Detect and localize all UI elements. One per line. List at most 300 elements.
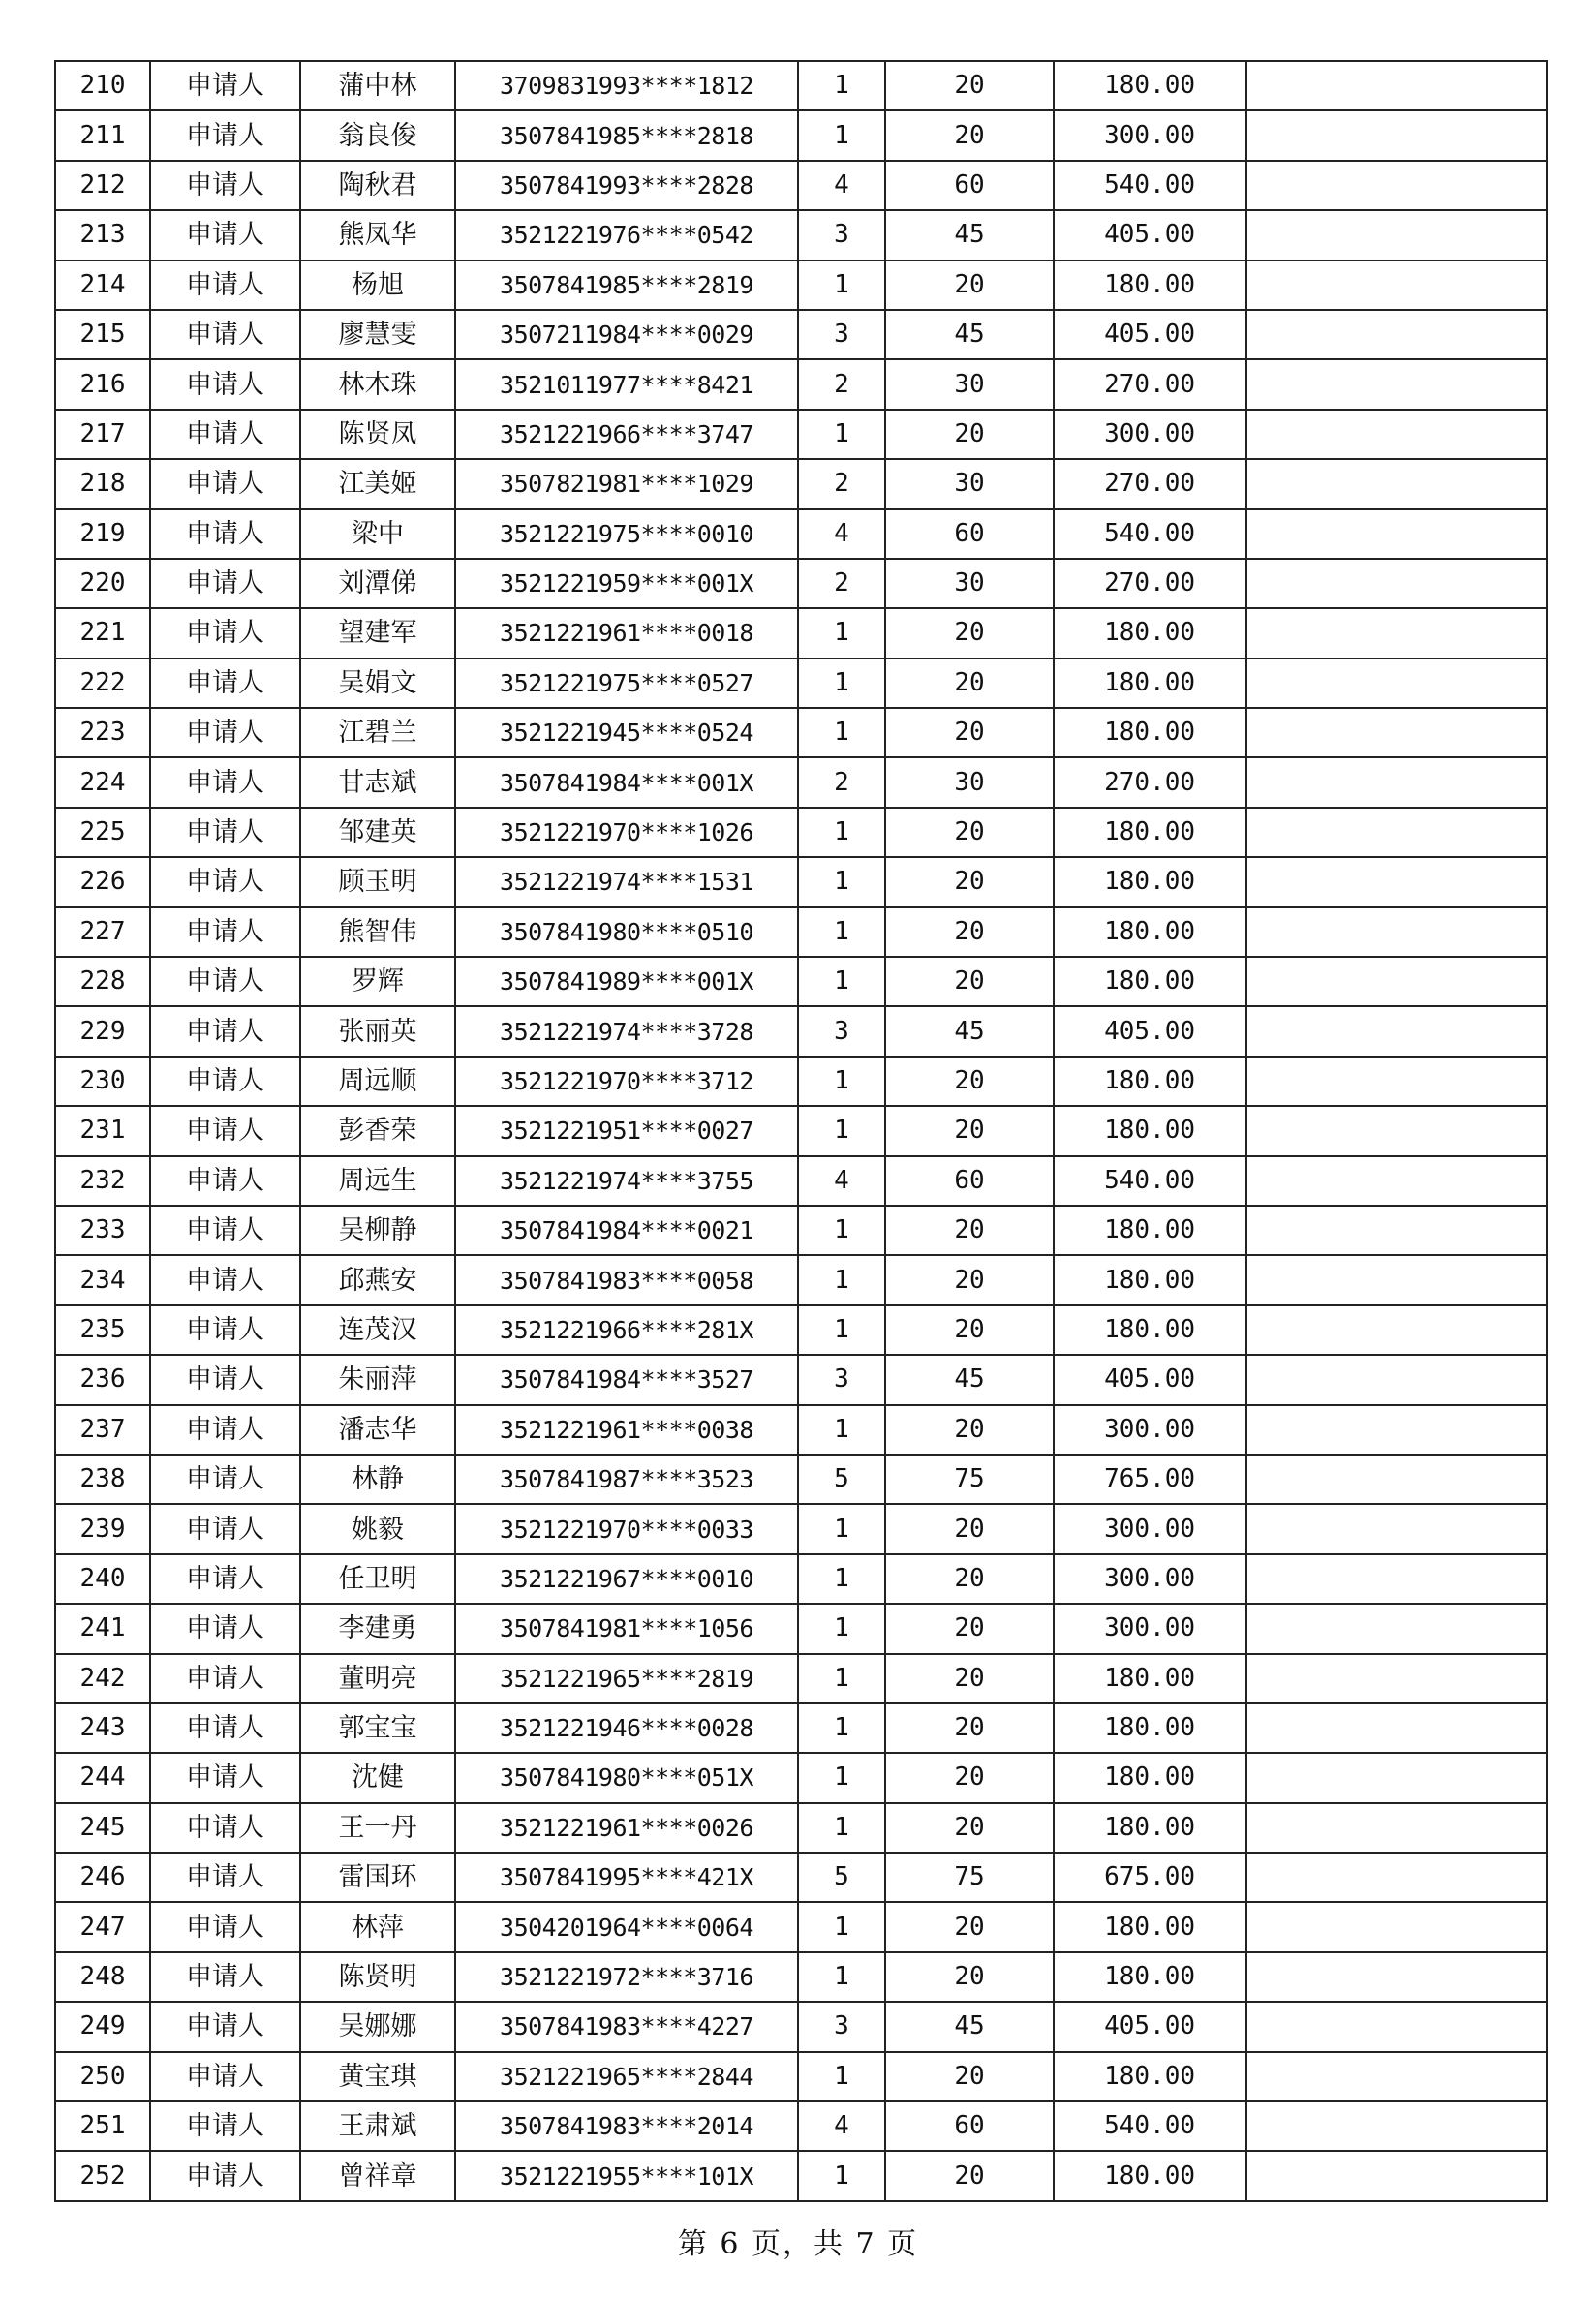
quantity-cell: 20 [885, 659, 1054, 708]
amount-cell: 405.00 [1054, 1355, 1246, 1404]
applicant-name-cell: 刘潭俤 [300, 559, 455, 608]
id-number-cell: 3521221972****3716 [455, 1952, 798, 2002]
table-row [55, 1703, 1547, 1753]
applicant-name-cell: 邹建英 [300, 808, 455, 857]
remark-cell [1246, 708, 1547, 757]
row-number-cell: 223 [55, 708, 150, 757]
quantity-cell: 20 [885, 1803, 1054, 1853]
household-count-cell: 3 [798, 1355, 885, 1404]
applicant-name-cell: 陈贤明 [300, 1952, 455, 2002]
amount-cell: 540.00 [1054, 161, 1246, 210]
applicant-role-cell: 申请人 [150, 1455, 300, 1504]
applicant-name-cell: 任卫明 [300, 1554, 455, 1604]
table-row [55, 857, 1547, 906]
applicant-role-cell: 申请人 [150, 757, 300, 807]
quantity-cell: 60 [885, 509, 1054, 559]
remark-cell [1246, 210, 1547, 260]
household-count-cell: 1 [798, 1057, 885, 1106]
table-row [55, 1902, 1547, 1951]
table-row [55, 310, 1547, 359]
remark-cell [1246, 2052, 1547, 2101]
household-count-cell: 2 [798, 359, 885, 409]
amount-cell: 180.00 [1054, 1057, 1246, 1106]
remark-cell [1246, 1106, 1547, 1155]
applicant-role-cell: 申请人 [150, 2151, 300, 2200]
table-row [55, 210, 1547, 260]
quantity-cell: 45 [885, 1006, 1054, 1056]
amount-cell: 180.00 [1054, 61, 1246, 110]
quantity-cell: 45 [885, 210, 1054, 260]
id-number-cell: 3507841983****2014 [455, 2101, 798, 2151]
applicant-name-cell: 陈贤凤 [300, 410, 455, 459]
applicant-role-cell: 申请人 [150, 1604, 300, 1653]
row-number-cell: 251 [55, 2101, 150, 2151]
table-row [55, 2101, 1547, 2151]
id-number-cell: 3507841985****2819 [455, 261, 798, 310]
remark-cell [1246, 957, 1547, 1006]
table-row [55, 708, 1547, 757]
id-number-cell: 3521221946****0028 [455, 1703, 798, 1753]
id-number-cell: 3504201964****0064 [455, 1902, 798, 1951]
quantity-cell: 20 [885, 261, 1054, 310]
id-number-cell: 3521221966****3747 [455, 410, 798, 459]
remark-cell [1246, 410, 1547, 459]
id-number-cell: 3521221974****3755 [455, 1156, 798, 1206]
id-number-cell: 3521221965****2844 [455, 2052, 798, 2101]
id-number-cell: 3507841983****0058 [455, 1255, 798, 1304]
quantity-cell: 20 [885, 857, 1054, 906]
amount-cell: 300.00 [1054, 1504, 1246, 1553]
id-number-cell: 3521221970****3712 [455, 1057, 798, 1106]
applicant-name-cell: 吴娟文 [300, 659, 455, 708]
household-count-cell: 1 [798, 1902, 885, 1951]
id-number-cell: 3507841985****2818 [455, 110, 798, 160]
household-count-cell: 3 [798, 310, 885, 359]
applicant-role-cell: 申请人 [150, 659, 300, 708]
amount-cell: 300.00 [1054, 110, 1246, 160]
household-count-cell: 1 [798, 110, 885, 160]
row-number-cell: 215 [55, 310, 150, 359]
id-number-cell: 3507841980****0510 [455, 907, 798, 957]
id-number-cell: 3521221966****281X [455, 1305, 798, 1355]
table-row [55, 1405, 1547, 1455]
amount-cell: 180.00 [1054, 659, 1246, 708]
table-row [55, 757, 1547, 807]
household-count-cell: 1 [798, 957, 885, 1006]
applicant-role-cell: 申请人 [150, 1504, 300, 1553]
applicant-role-cell: 申请人 [150, 1106, 300, 1155]
amount-cell: 270.00 [1054, 359, 1246, 409]
quantity-cell: 20 [885, 2052, 1054, 2101]
household-count-cell: 1 [798, 410, 885, 459]
remark-cell [1246, 659, 1547, 708]
quantity-cell: 20 [885, 1057, 1054, 1106]
quantity-cell: 20 [885, 2151, 1054, 2200]
row-number-cell: 250 [55, 2052, 150, 2101]
amount-cell: 180.00 [1054, 2151, 1246, 2200]
household-count-cell: 1 [798, 1554, 885, 1604]
row-number-cell: 211 [55, 110, 150, 160]
remark-cell [1246, 2151, 1547, 2200]
table-row [55, 1355, 1547, 1404]
id-number-cell: 3507821981****1029 [455, 459, 798, 508]
household-count-cell: 1 [798, 1952, 885, 2002]
amount-cell: 180.00 [1054, 1106, 1246, 1155]
household-count-cell: 3 [798, 1006, 885, 1056]
applicant-name-cell: 潘志华 [300, 1405, 455, 1455]
applicant-name-cell: 郭宝宝 [300, 1703, 455, 1753]
row-number-cell: 212 [55, 161, 150, 210]
applicant-role-cell: 申请人 [150, 359, 300, 409]
amount-cell: 180.00 [1054, 808, 1246, 857]
table-row [55, 1952, 1547, 2002]
household-count-cell: 1 [798, 1305, 885, 1355]
applicant-role-cell: 申请人 [150, 509, 300, 559]
household-count-cell: 1 [798, 808, 885, 857]
id-number-cell: 3507841984****0021 [455, 1206, 798, 1255]
table-row [55, 1455, 1547, 1504]
applicant-role-cell: 申请人 [150, 61, 300, 110]
row-number-cell: 214 [55, 261, 150, 310]
applicant-role-cell: 申请人 [150, 2002, 300, 2051]
table-row [55, 2002, 1547, 2051]
household-count-cell: 1 [798, 1604, 885, 1653]
quantity-cell: 20 [885, 808, 1054, 857]
remark-cell [1246, 1853, 1547, 1902]
row-number-cell: 225 [55, 808, 150, 857]
quantity-cell: 75 [885, 1455, 1054, 1504]
table-row [55, 1803, 1547, 1853]
quantity-cell: 75 [885, 1853, 1054, 1902]
applicant-role-cell: 申请人 [150, 161, 300, 210]
remark-cell [1246, 559, 1547, 608]
table-row [55, 1554, 1547, 1604]
applicant-role-cell: 申请人 [150, 1952, 300, 2002]
row-number-cell: 243 [55, 1703, 150, 1753]
id-number-cell: 3521221945****0524 [455, 708, 798, 757]
id-number-cell: 3507841984****3527 [455, 1355, 798, 1404]
id-number-cell: 3521221970****0033 [455, 1504, 798, 1553]
applicant-role-cell: 申请人 [150, 459, 300, 508]
table-row [55, 2052, 1547, 2101]
id-number-cell: 3507841980****051X [455, 1753, 798, 1802]
row-number-cell: 247 [55, 1902, 150, 1951]
applicant-role-cell: 申请人 [150, 1753, 300, 1802]
applicant-name-cell: 廖慧雯 [300, 310, 455, 359]
quantity-cell: 60 [885, 2101, 1054, 2151]
amount-cell: 180.00 [1054, 857, 1246, 906]
quantity-cell: 20 [885, 1305, 1054, 1355]
table-row [55, 359, 1547, 409]
quantity-cell: 30 [885, 359, 1054, 409]
row-number-cell: 210 [55, 61, 150, 110]
amount-cell: 180.00 [1054, 261, 1246, 310]
row-number-cell: 252 [55, 2151, 150, 2200]
applicant-name-cell: 邱燕安 [300, 1255, 455, 1304]
table-row [55, 509, 1547, 559]
row-number-cell: 230 [55, 1057, 150, 1106]
applicant-name-cell: 杨旭 [300, 261, 455, 310]
id-number-cell: 3521221959****001X [455, 559, 798, 608]
amount-cell: 180.00 [1054, 1952, 1246, 2002]
quantity-cell: 45 [885, 1355, 1054, 1404]
household-count-cell: 2 [798, 757, 885, 807]
amount-cell: 180.00 [1054, 957, 1246, 1006]
row-number-cell: 217 [55, 410, 150, 459]
table-row [55, 1305, 1547, 1355]
applicant-name-cell: 江美姬 [300, 459, 455, 508]
table-row [55, 1853, 1547, 1902]
remark-cell [1246, 61, 1547, 110]
table-row [55, 907, 1547, 957]
quantity-cell: 45 [885, 310, 1054, 359]
row-number-cell: 231 [55, 1106, 150, 1155]
household-count-cell: 1 [798, 1106, 885, 1155]
household-count-cell: 3 [798, 210, 885, 260]
remark-cell [1246, 1006, 1547, 1056]
applicant-role-cell: 申请人 [150, 1006, 300, 1056]
remark-cell [1246, 1206, 1547, 1255]
row-number-cell: 220 [55, 559, 150, 608]
household-count-cell: 5 [798, 1455, 885, 1504]
table-row [55, 1006, 1547, 1056]
applicant-role-cell: 申请人 [150, 1255, 300, 1304]
applicant-role-cell: 申请人 [150, 1057, 300, 1106]
household-count-cell: 1 [798, 708, 885, 757]
quantity-cell: 20 [885, 1206, 1054, 1255]
table-row [55, 1753, 1547, 1802]
applicant-role-cell: 申请人 [150, 110, 300, 160]
applicant-name-cell: 林静 [300, 1455, 455, 1504]
table-row [55, 559, 1547, 608]
household-count-cell: 1 [798, 1703, 885, 1753]
id-number-cell: 3521221961****0026 [455, 1803, 798, 1853]
applicant-role-cell: 申请人 [150, 857, 300, 906]
applicant-name-cell: 熊智伟 [300, 907, 455, 957]
amount-cell: 300.00 [1054, 1554, 1246, 1604]
household-count-cell: 1 [798, 2151, 885, 2200]
remark-cell [1246, 2002, 1547, 2051]
applicant-role-cell: 申请人 [150, 1853, 300, 1902]
remark-cell [1246, 2101, 1547, 2151]
row-number-cell: 239 [55, 1504, 150, 1553]
household-count-cell: 2 [798, 459, 885, 508]
household-count-cell: 2 [798, 559, 885, 608]
applicant-role-cell: 申请人 [150, 1156, 300, 1206]
page-number-text: 第 6 页，共 7 页 [677, 2227, 919, 2261]
amount-cell: 540.00 [1054, 2101, 1246, 2151]
applicant-role-cell: 申请人 [150, 907, 300, 957]
household-count-cell: 1 [798, 1255, 885, 1304]
id-number-cell: 3521011977****8421 [455, 359, 798, 409]
remark-cell [1246, 1803, 1547, 1853]
id-number-cell: 3521221976****0542 [455, 210, 798, 260]
remark-cell [1246, 808, 1547, 857]
applicant-name-cell: 吴娜娜 [300, 2002, 455, 2051]
applicant-name-cell: 沈健 [300, 1753, 455, 1802]
quantity-cell: 60 [885, 161, 1054, 210]
household-count-cell: 1 [798, 1803, 885, 1853]
amount-cell: 180.00 [1054, 1305, 1246, 1355]
amount-cell: 405.00 [1054, 310, 1246, 359]
amount-cell: 180.00 [1054, 907, 1246, 957]
applicant-name-cell: 雷国环 [300, 1853, 455, 1902]
amount-cell: 180.00 [1054, 1703, 1246, 1753]
remark-cell [1246, 907, 1547, 957]
row-number-cell: 213 [55, 210, 150, 260]
applicant-role-cell: 申请人 [150, 559, 300, 608]
household-count-cell: 1 [798, 1654, 885, 1703]
household-count-cell: 1 [798, 1206, 885, 1255]
quantity-cell: 30 [885, 559, 1054, 608]
table-row [55, 110, 1547, 160]
applicant-name-cell: 蒲中林 [300, 61, 455, 110]
applicant-role-cell: 申请人 [150, 1355, 300, 1404]
applicant-name-cell: 董明亮 [300, 1654, 455, 1703]
applicant-name-cell: 李建勇 [300, 1604, 455, 1653]
amount-cell: 405.00 [1054, 2002, 1246, 2051]
applicant-name-cell: 梁中 [300, 509, 455, 559]
table-row [55, 161, 1547, 210]
household-count-cell: 4 [798, 161, 885, 210]
remark-cell [1246, 1355, 1547, 1404]
quantity-cell: 20 [885, 1504, 1054, 1553]
table-body [55, 61, 1547, 2201]
id-number-cell: 3507841993****2828 [455, 161, 798, 210]
table-row [55, 1255, 1547, 1304]
amount-cell: 300.00 [1054, 1405, 1246, 1455]
id-number-cell: 3521221974****1531 [455, 857, 798, 906]
table-row [55, 261, 1547, 310]
id-number-cell: 3521221961****0038 [455, 1405, 798, 1455]
applicant-role-cell: 申请人 [150, 1902, 300, 1951]
table-row [55, 957, 1547, 1006]
amount-cell: 180.00 [1054, 1654, 1246, 1703]
quantity-cell: 20 [885, 1902, 1054, 1951]
remark-cell [1246, 110, 1547, 160]
quantity-cell: 20 [885, 907, 1054, 957]
applicant-name-cell: 王肃斌 [300, 2101, 455, 2151]
applicant-name-cell: 朱丽萍 [300, 1355, 455, 1404]
table-row [55, 659, 1547, 708]
id-number-cell: 3521221967****0010 [455, 1554, 798, 1604]
household-count-cell: 1 [798, 1405, 885, 1455]
remark-cell [1246, 1604, 1547, 1653]
table-row [55, 608, 1547, 658]
remark-cell [1246, 161, 1547, 210]
table-row [55, 1106, 1547, 1155]
remark-cell [1246, 359, 1547, 409]
row-number-cell: 227 [55, 907, 150, 957]
id-number-cell: 3709831993****1812 [455, 61, 798, 110]
applicant-role-cell: 申请人 [150, 210, 300, 260]
row-number-cell: 234 [55, 1255, 150, 1304]
amount-cell: 270.00 [1054, 459, 1246, 508]
quantity-cell: 20 [885, 1604, 1054, 1653]
applicant-name-cell: 吴柳静 [300, 1206, 455, 1255]
row-number-cell: 241 [55, 1604, 150, 1653]
applicant-role-cell: 申请人 [150, 808, 300, 857]
amount-cell: 300.00 [1054, 410, 1246, 459]
id-number-cell: 3521221955****101X [455, 2151, 798, 2200]
quantity-cell: 20 [885, 1703, 1054, 1753]
id-number-cell: 3521221975****0010 [455, 509, 798, 559]
applicant-name-cell: 林萍 [300, 1902, 455, 1951]
row-number-cell: 236 [55, 1355, 150, 1404]
household-count-cell: 1 [798, 2052, 885, 2101]
amount-cell: 180.00 [1054, 1753, 1246, 1802]
remark-cell [1246, 1255, 1547, 1304]
id-number-cell: 3507841984****001X [455, 757, 798, 807]
quantity-cell: 20 [885, 1106, 1054, 1155]
applicant-role-cell: 申请人 [150, 1554, 300, 1604]
applicant-name-cell: 黄宝琪 [300, 2052, 455, 2101]
quantity-cell: 20 [885, 957, 1054, 1006]
amount-cell: 540.00 [1054, 1156, 1246, 1206]
applicant-name-cell: 罗辉 [300, 957, 455, 1006]
table-row [55, 1206, 1547, 1255]
applicant-name-cell: 顾玉明 [300, 857, 455, 906]
remark-cell [1246, 1952, 1547, 2002]
amount-cell: 765.00 [1054, 1455, 1246, 1504]
remark-cell [1246, 857, 1547, 906]
remark-cell [1246, 1902, 1547, 1951]
table-row [55, 61, 1547, 110]
remark-cell [1246, 459, 1547, 508]
row-number-cell: 245 [55, 1803, 150, 1853]
id-number-cell: 3507841989****001X [455, 957, 798, 1006]
applicant-name-cell: 曾祥章 [300, 2151, 455, 2200]
amount-cell: 270.00 [1054, 559, 1246, 608]
applicant-role-cell: 申请人 [150, 1305, 300, 1355]
household-count-cell: 4 [798, 509, 885, 559]
amount-cell: 180.00 [1054, 1255, 1246, 1304]
applicant-name-cell: 甘志斌 [300, 757, 455, 807]
id-number-cell: 3521221975****0527 [455, 659, 798, 708]
id-number-cell: 3521221961****0018 [455, 608, 798, 658]
household-count-cell: 1 [798, 261, 885, 310]
applicant-role-cell: 申请人 [150, 1206, 300, 1255]
row-number-cell: 216 [55, 359, 150, 409]
record-table [54, 60, 1548, 2202]
remark-cell [1246, 1455, 1547, 1504]
amount-cell: 270.00 [1054, 757, 1246, 807]
applicant-name-cell: 熊凤华 [300, 210, 455, 260]
table-row [55, 459, 1547, 508]
remark-cell [1246, 1753, 1547, 1802]
applicant-name-cell: 周远顺 [300, 1057, 455, 1106]
table-row [55, 1057, 1547, 1106]
quantity-cell: 30 [885, 757, 1054, 807]
applicant-role-cell: 申请人 [150, 1803, 300, 1853]
household-count-cell: 5 [798, 1853, 885, 1902]
applicant-name-cell: 周远生 [300, 1156, 455, 1206]
amount-cell: 300.00 [1054, 1604, 1246, 1653]
remark-cell [1246, 1156, 1547, 1206]
id-number-cell: 3521221974****3728 [455, 1006, 798, 1056]
applicant-role-cell: 申请人 [150, 1405, 300, 1455]
id-number-cell: 3507841983****4227 [455, 2002, 798, 2051]
applicant-role-cell: 申请人 [150, 608, 300, 658]
applicant-role-cell: 申请人 [150, 957, 300, 1006]
quantity-cell: 20 [885, 61, 1054, 110]
household-count-cell: 3 [798, 2002, 885, 2051]
applicant-name-cell: 江碧兰 [300, 708, 455, 757]
quantity-cell: 20 [885, 1952, 1054, 2002]
applicant-role-cell: 申请人 [150, 410, 300, 459]
amount-cell: 675.00 [1054, 1853, 1246, 1902]
applicant-role-cell: 申请人 [150, 1703, 300, 1753]
